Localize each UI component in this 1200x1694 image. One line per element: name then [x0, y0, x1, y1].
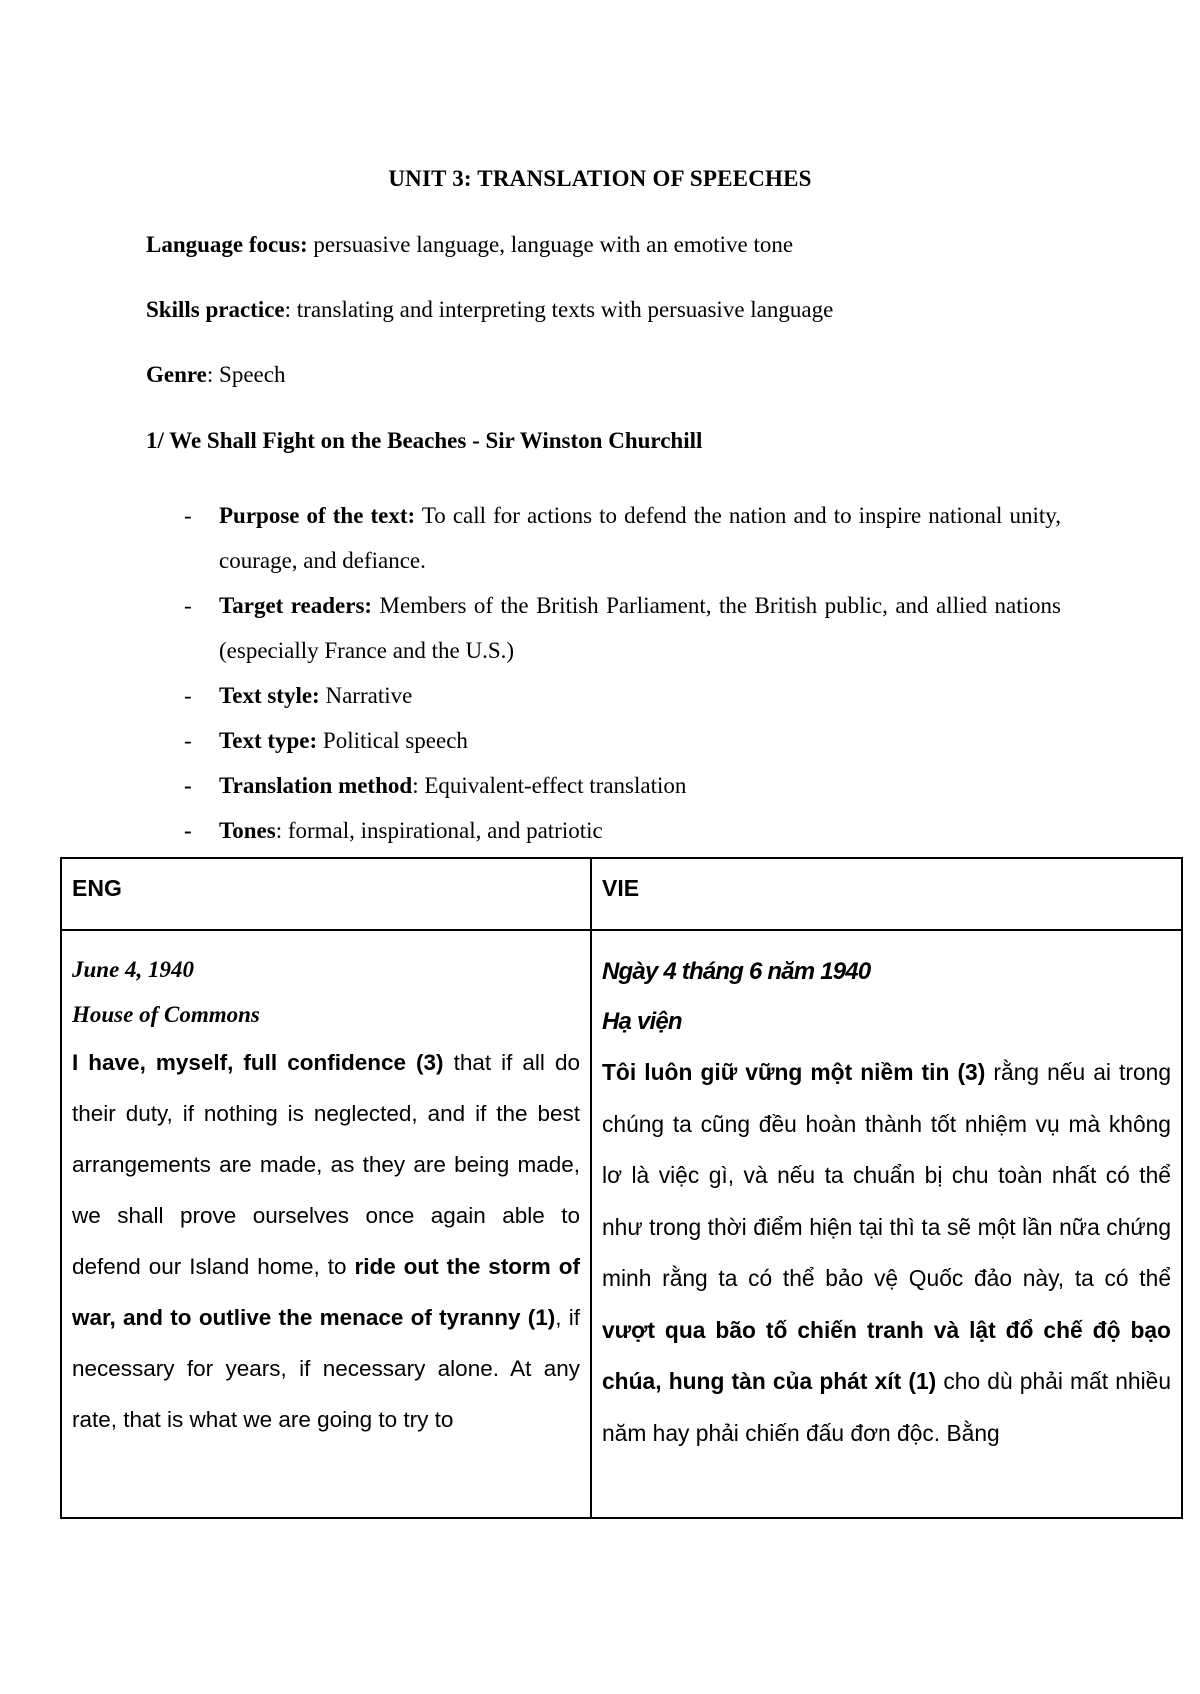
- genre-label: Genre: [146, 362, 207, 387]
- skills-practice-label: Skills practice: [146, 297, 285, 322]
- eng-segment-bold: ride out the storm of war, and to outlive the menace of tyranny (1): [72, 1254, 581, 1330]
- translation-table: [60, 857, 1183, 1519]
- bullet-label: Text type:: [219, 728, 318, 753]
- skills-practice-line: [146, 295, 833, 325]
- page-title: UNIT 3: TRANSLATION OF SPEECHES: [388, 166, 812, 191]
- bullet-label: Purpose of the text:: [219, 503, 416, 528]
- header-vie: VIE: [591, 858, 1182, 930]
- eng-place: House of Commons: [72, 1002, 260, 1027]
- vie-segment-bold: vượt qua bão tố chiến tranh và lật đổ chế độ bạo chúa, hung tàn của phát xít (1): [602, 1316, 1171, 1394]
- bullet-label: Text style:: [219, 683, 320, 708]
- language-focus-label: Language focus:: [146, 232, 308, 257]
- table-header-row: [61, 858, 1182, 930]
- bullet-dash: -: [184, 683, 192, 708]
- bullet-text: Political speech: [317, 728, 468, 753]
- vie-paragraph: [602, 1047, 1171, 1459]
- eng-date: June 4, 1940: [72, 957, 195, 982]
- bullet-dash: -: [184, 593, 192, 618]
- language-focus-line: [146, 230, 793, 260]
- vie-segment: rằng nếu ai trong chúng ta cũng đều hoàn thành tốt nhiệm vụ mà không lơ là việc gì, và nếu ta chuẩn bị chu toàn nhất có thể như trong thời điểm hiện tại thì ta sẽ một lần nữa chứng minh rằng ta có thể bảo vệ Quốc đảo này, ta có thể: [602, 1059, 1172, 1291]
- eng-segment: that if all do their duty, if nothing is neglected, and if the best arrangements are made, as they are being made, we shall prove ourselves once again able to defend our Island home, to: [72, 1050, 580, 1279]
- genre-line: [146, 360, 285, 390]
- bullet-label: Tones: [219, 818, 276, 843]
- section-heading: 1/ We Shall Fight on the Beaches - Sir Winston Churchill: [146, 428, 703, 453]
- bullet-purpose: [146, 493, 1061, 583]
- bullet-dash: -: [184, 503, 192, 528]
- bullet-list: [146, 493, 1061, 853]
- skills-practice-text: : translating and interpreting texts with persuasive language: [284, 297, 834, 322]
- bullet-text: Narrative: [319, 683, 413, 708]
- bullet-label: Translation method: [219, 773, 413, 798]
- bullet-dash: -: [184, 818, 192, 843]
- bullet-tones: [146, 808, 1061, 853]
- eng-paragraph: [72, 1037, 580, 1445]
- bullet-text: Members of the British Parliament, the British public, and allied nations (especially France and the U.S.): [219, 593, 1061, 663]
- bullet-text: : Equivalent-effect translation: [412, 773, 687, 798]
- vie-place: Hạ viện: [602, 1008, 682, 1035]
- table-row: [61, 930, 1182, 1518]
- bullet-label: Target readers:: [219, 593, 373, 618]
- eng-cell: [61, 930, 591, 1518]
- bullet-dash: -: [184, 728, 192, 753]
- header-eng: ENG: [61, 858, 591, 930]
- vie-cell: [591, 930, 1182, 1518]
- bullet-text: : formal, inspirational, and patriotic: [275, 818, 603, 843]
- eng-segment: , if necessary for years, if necessary alone. At any rate, that is what we are going to try to: [72, 1305, 580, 1432]
- bullet-target-readers: [146, 583, 1061, 673]
- bullet-text-style: [146, 673, 1061, 718]
- vie-segment-bold: Tôi luôn giữ vững một niềm tin (3): [602, 1059, 986, 1085]
- bullet-text: To call for actions to defend the nation and to inspire national unity, courage, and defiance.: [219, 503, 1061, 573]
- genre-text: : Speech: [206, 362, 286, 387]
- vie-segment: cho dù phải mất nhiều năm hay phải chiến đấu đơn độc. Bằng: [602, 1368, 1171, 1446]
- language-focus-text: persuasive language, language with an emotive tone: [307, 232, 794, 257]
- bullet-translation-method: [146, 763, 1061, 808]
- bullet-dash: -: [184, 773, 192, 798]
- vie-date: Ngày 4 tháng 6 năm 1940: [602, 958, 871, 985]
- eng-segment-bold: I have, myself, full confidence (3): [72, 1050, 444, 1075]
- bullet-text-type: [146, 718, 1061, 763]
